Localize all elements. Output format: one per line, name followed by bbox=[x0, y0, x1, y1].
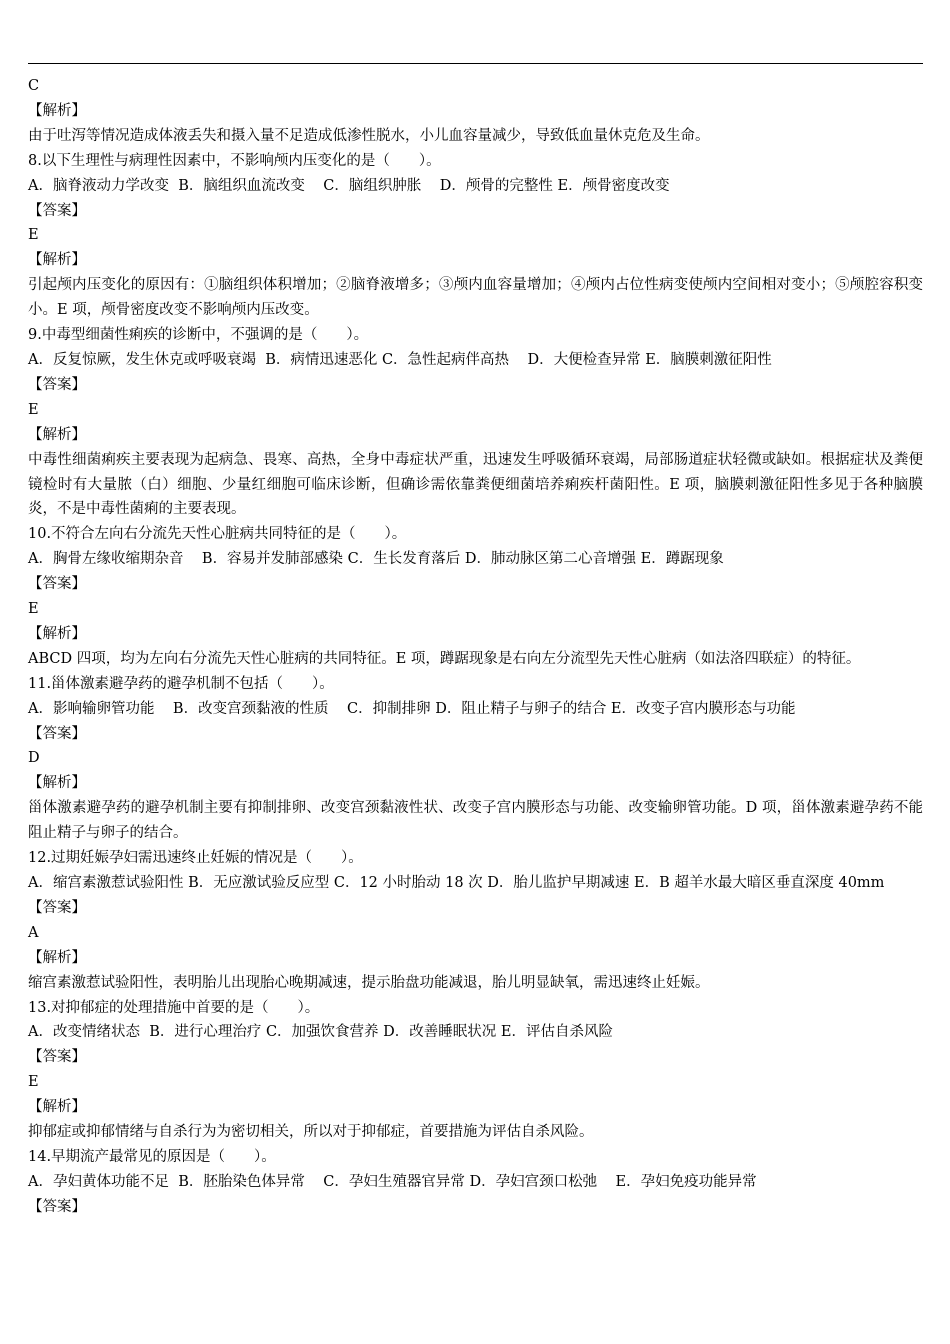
answer-letter: E bbox=[28, 601, 39, 618]
header-rule bbox=[28, 63, 923, 64]
answer-heading: 【答案】 bbox=[28, 899, 86, 916]
question-12-options: A．缩宫素激惹试验阳性 B．无应激试验反应型 C．12 小时胎动 18 次 D．胎儿监护早期减速 E．B 超羊水最大暗区垂直深度 40mm bbox=[28, 875, 885, 891]
analysis-text: 中毒性细菌痢疾主要表现为起病急、畏寒、高热，全身中毒症状严重，迅速发生呼吸循环衰竭，局部肠道症状轻微或缺如。根据症状及粪便镜检时有大量脓（白）细胞、少量红细胞可临床诊断，但确诊需依靠粪便细菌培养痢疾杆菌阳性。E 项，脑膜刺激征阳性多见于各种脑膜炎，不是中毒性菌痢的主要表现。 bbox=[28, 451, 923, 518]
answer-letter: D bbox=[28, 750, 40, 767]
answer-heading: 【答案】 bbox=[28, 202, 86, 219]
analysis-text: 甾体激素避孕药的避孕机制主要有抑制排卵、改变宫颈黏液性状、改变子宫内膜形态与功能、改变输卵管功能。D 项，甾体激素避孕药不能阻止精子与卵子的结合。 bbox=[28, 800, 923, 842]
analysis-heading: 【解析】 bbox=[28, 102, 86, 119]
answer-heading: 【答案】 bbox=[28, 576, 86, 593]
question-9-options: A．反复惊厥，发生休克或呼吸衰竭 B．病情迅速恶化 C．急性起病伴高热 D．大便检查异常 E．脑膜刺激征阳性 bbox=[28, 351, 772, 368]
question-10-options: A．胸骨左缘收缩期杂音 B．容易并发肺部感染 C．生长发育落后 D．肺动脉区第二心音增强 E．蹲踞现象 bbox=[28, 551, 724, 568]
answer-letter: A bbox=[28, 924, 39, 941]
answer-letter: E bbox=[28, 401, 39, 418]
analysis-text: 由于吐泻等情况造成体液丢失和摄入量不足造成低渗性脱水，小儿血容量减少，导致低血量休克危及生命。 bbox=[28, 127, 710, 144]
analysis-text: 引起颅内压变化的原因有：①脑组织体积增加；②脑脊液增多；③颅内血容量增加；④颅内占位性病变使颅内空间相对变小；⑤颅腔容积变小。E 项，颅骨密度改变不影响颅内压改变。 bbox=[28, 277, 923, 319]
analysis-heading: 【解析】 bbox=[28, 625, 86, 642]
answer-letter: E bbox=[28, 1074, 39, 1091]
question-14: 14.早期流产最常见的原因是（ ）。 bbox=[28, 1148, 276, 1165]
question-8-options: A．脑脊液动力学改变 B．脑组织血流改变 C．脑组织肿胀 D．颅骨的完整性 E．颅骨密度改变 bbox=[28, 177, 670, 194]
question-14-options: A．孕妇黄体功能不足 B．胚胎染色体异常 C．孕妇生殖器官异常 D．孕妇宫颈口松弛 E．孕妇免疫功能异常 bbox=[28, 1173, 757, 1190]
analysis-heading: 【解析】 bbox=[28, 252, 86, 269]
analysis-text: 缩宫素激惹试验阳性，表明胎儿出现胎心晚期减速，提示胎盘功能减退，胎儿明显缺氧，需迅速终止妊娠。 bbox=[28, 974, 710, 991]
analysis-heading: 【解析】 bbox=[28, 1099, 86, 1116]
question-9: 9.中毒型细菌性痢疾的诊断中，不强调的是（ ）。 bbox=[28, 327, 369, 344]
question-8: 8.以下生理性与病理性因素中，不影响颅内压变化的是（ ）。 bbox=[28, 152, 441, 169]
answer-letter: E bbox=[28, 227, 39, 244]
analysis-heading: 【解析】 bbox=[28, 426, 86, 443]
analysis-heading: 【解析】 bbox=[28, 949, 86, 966]
answer-heading: 【答案】 bbox=[28, 1049, 86, 1066]
question-13: 13.对抑郁症的处理措施中首要的是（ ）。 bbox=[28, 999, 320, 1016]
question-10: 10.不符合左向右分流先天性心脏病共同特征的是（ ）。 bbox=[28, 526, 407, 543]
answer-heading: 【答案】 bbox=[28, 725, 86, 742]
document-body bbox=[28, 74, 923, 1220]
question-11-options: A．影响输卵管功能 B．改变宫颈黏液的性质 C．抑制排卵 D．阻止精子与卵子的结合 E．改变子宫内膜形态与功能 bbox=[28, 700, 796, 717]
analysis-heading: 【解析】 bbox=[28, 775, 86, 792]
question-13-options: A．改变情绪状态 B．进行心理治疗 C．加强饮食营养 D．改善睡眠状况 E．评估自杀风险 bbox=[28, 1024, 613, 1041]
answer-heading: 【答案】 bbox=[28, 376, 86, 393]
question-12: 12.过期妊娠孕妇需迅速终止妊娠的情况是（ ）。 bbox=[28, 850, 363, 867]
analysis-text: 抑郁症或抑郁情绪与自杀行为为密切相关，所以对于抑郁症，首要措施为评估自杀风险。 bbox=[28, 1124, 594, 1141]
analysis-text: ABCD 四项，均为左向右分流先天性心脏病的共同特征。E 项，蹲踞现象是右向左分流型先天性心脏病（如法洛四联症）的特征。 bbox=[28, 650, 861, 667]
answer-letter: C bbox=[28, 78, 40, 94]
question-11: 11.甾体激素避孕药的避孕机制不包括（ ）。 bbox=[28, 675, 334, 692]
answer-heading: 【答案】 bbox=[28, 1198, 86, 1215]
